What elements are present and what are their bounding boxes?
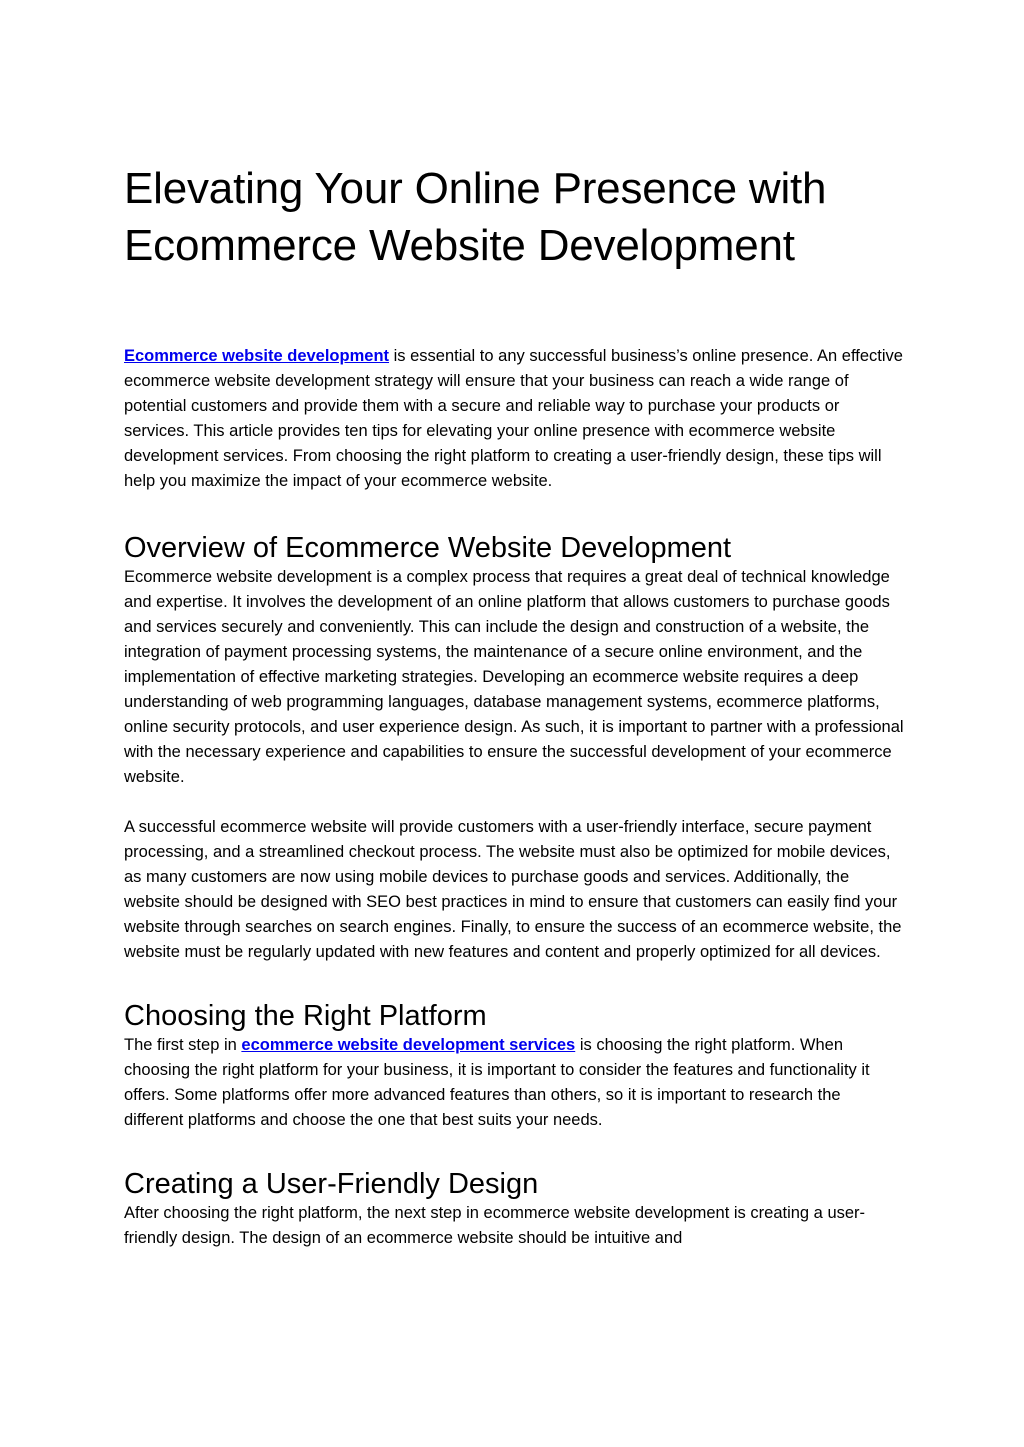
overview-paragraph-1: Ecommerce website development is a complex process that requires a great deal of technical knowledge and expertise. It involves the development of an online platform that allows customers to purchase goods and services securely and conveniently. This can include the design and construction of a website, the integration of payment processing systems, the maintenance of a secure online environment, and the implementation of effective marketing strategies. Developing an ecommerce website requires a deep understanding of web programming languages, database management systems, ecommerce platforms, online security protocols, and user experience design. As such, it is important to partner with a professional with the necessary experience and capabilities to ensure the successful development of your ecommerce website. (124, 568, 904, 786)
section-heading-overview: Overview of Ecommerce Website Development (124, 532, 732, 564)
intro-paragraph (124, 344, 904, 494)
design-paragraph: After choosing the right platform, the next step in ecommerce website development is creating a user-friendly design. The design of an ecommerce website should be intuitive and (124, 1204, 866, 1247)
intro-text: is essential to any successful business’s online presence. An effective ecommerce website development strategy will ensure that your business can reach a wide range of potential customers and provide them with a secure and reliable way to purchase your products or services. This article provides ten tips for elevating your online presence with ecommerce website development services. From choosing the right platform to creating a user-friendly design, these tips will help you maximize the impact of your ecommerce website. (124, 347, 903, 490)
page-title: Elevating Your Online Presence with Ecommerce Website Development (124, 164, 827, 270)
platform-paragraph (124, 1033, 904, 1133)
section-heading-platform: Choosing the Right Platform (124, 1000, 487, 1032)
platform-text-before: The first step in (124, 1036, 242, 1054)
overview-paragraph-2: A successful ecommerce website will provide customers with a user-friendly interface, secure payment processing, and a streamlined checkout process. The website must also be optimized for mobile devices, as many customers are now using mobile devices to purchase goods and services. Additionally, the website should be designed with SEO best practices in mind to ensure that customers can easily find your website through searches on search engines. Finally, to ensure the success of an ecommerce website, the website must be regularly updated with new features and content and properly optimized for all devices. (124, 818, 902, 961)
ecommerce-website-development-services-link[interactable]: ecommerce website development services (241, 1036, 576, 1054)
section-heading-design: Creating a User-Friendly Design (124, 1168, 539, 1200)
document-page (124, 160, 904, 1251)
platform-text-after: is choosing the right platform. When choosing the right platform for your business, it is important to consider the features and functionality it offers. Some platforms offer more advanced features than others, so it is important to research the different platforms and choose the one that best suits your needs. (124, 1036, 870, 1129)
ecommerce-website-development-link[interactable]: Ecommerce website development (124, 347, 390, 365)
